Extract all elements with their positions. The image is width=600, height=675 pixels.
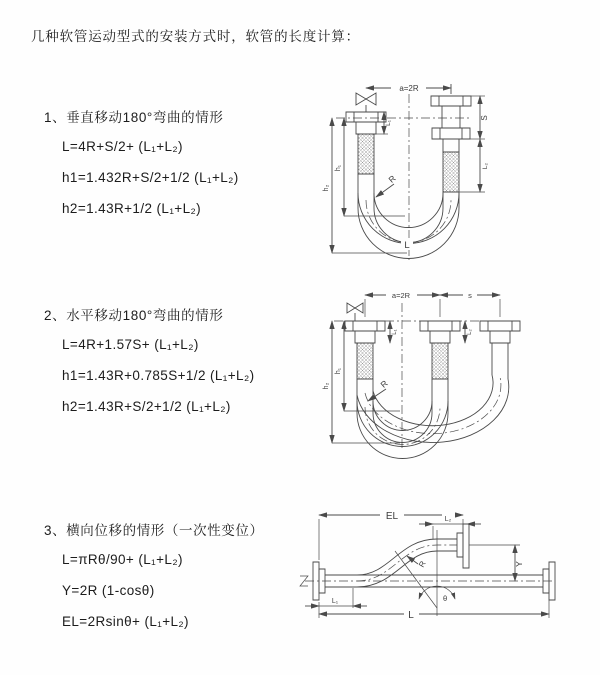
formula: h1=1.432R+S/2+1/2 (L₁+L₂)	[62, 170, 239, 185]
d2-dim-l2-label: L₂	[467, 329, 473, 335]
d2-valve-icon	[347, 303, 363, 321]
d2-fitting-left	[345, 321, 385, 379]
d3-dim-y	[469, 545, 524, 581]
d2-dim-a2r-label: a=2R	[391, 291, 411, 300]
d3-dim-l1-label: L₁	[331, 598, 339, 605]
d1-dim-h2-label: h₂	[323, 184, 330, 192]
d2-dim-a2r	[365, 289, 500, 317]
d2-fitting-right	[480, 321, 520, 343]
d3-dim-el	[319, 508, 463, 560]
d3-dim-l	[319, 600, 549, 621]
d2-radius-label: R	[378, 378, 390, 390]
d1-valve-icon	[356, 93, 376, 112]
formula: L=4R+1.57S+ (L₁+L₂)	[62, 337, 199, 352]
d1-radius-callout	[376, 173, 398, 197]
formula: h1=1.43R+0.785S+1/2 (L₁+L₂)	[62, 368, 255, 383]
formula: EL=2Rsinθ+ (L₁+L₂)	[62, 614, 189, 629]
d1-radius-label: R	[386, 173, 398, 185]
d2-hose-original	[357, 379, 448, 459]
d1-dim-h1-label: h₁	[335, 164, 342, 172]
d3-flange-top-right	[457, 524, 469, 568]
d3-radius-callout	[407, 556, 428, 569]
section-1	[44, 106, 239, 216]
d3-dim-el-label: EL	[385, 511, 399, 522]
diagram-lateral-displacement	[297, 500, 597, 648]
page-title: 几种软管运动型式的安装方式时，软管的长度计算：	[31, 29, 360, 44]
svg-text:L: L	[404, 240, 410, 251]
d2-dim-l2	[465, 321, 473, 343]
section-2-heading: 2、水平移动180°弯曲的情形	[44, 308, 224, 323]
d1-dim-l1-label: L₁	[385, 120, 392, 126]
d1-dim-l2-label: L₂	[482, 162, 489, 170]
d1-dim-s-label: S	[480, 115, 489, 121]
d1-fitting-right	[431, 96, 471, 192]
d3-dim-l2	[419, 514, 481, 539]
d3-dim-y-label: Y	[514, 561, 524, 567]
section-1-heading: 1、垂直移动180°弯曲的情形	[44, 110, 224, 125]
d2-fitting-middle	[420, 321, 460, 379]
d3-dim-l2-label: L₂	[444, 516, 452, 523]
d1-dim-a2r	[366, 82, 451, 94]
d2-dim-l1-label: L₁	[392, 329, 398, 335]
d1-fitting-left	[346, 112, 386, 174]
d2-radius-callout	[368, 378, 390, 401]
diagram-vertical-180-bend	[310, 68, 582, 263]
d1-dim-s	[459, 96, 489, 192]
d2-dim-s-label: s	[468, 291, 472, 300]
d3-dim-l-label: L	[408, 610, 414, 621]
d3-angle-theta-label: θ	[443, 594, 448, 603]
d2-dim-l1	[390, 321, 398, 343]
formula: L=πRθ/90+ (L₁+L₂)	[62, 552, 183, 567]
formula: L=4R+S/2+ (L₁+L₂)	[62, 139, 183, 154]
d3-angle-construction	[395, 530, 455, 616]
formula: h2=1.43R+S/2+1/2 (L₁+L₂)	[62, 399, 231, 414]
d1-dim-a2r-label: a=2R	[399, 84, 419, 93]
d2-dim-h1-label: h₁	[335, 367, 342, 375]
section-3	[44, 519, 264, 629]
d1-length-label	[401, 238, 413, 251]
formula: Y=2R (1-cosθ)	[62, 583, 155, 598]
d2-dim-h2	[323, 321, 400, 443]
d3-dim-l1	[305, 588, 367, 608]
d3-radius-label: R	[417, 559, 428, 570]
section-3-heading: 3、横向位移的情形（一次性变位）	[44, 523, 264, 538]
formula: h2=1.43R+1/2 (L₁+L₂)	[62, 201, 202, 216]
d2-dim-h2-label: h₂	[323, 382, 330, 390]
d3-hose-s-curve	[357, 539, 457, 587]
diagram-horizontal-180-bend	[310, 283, 582, 461]
section-2	[44, 304, 255, 414]
